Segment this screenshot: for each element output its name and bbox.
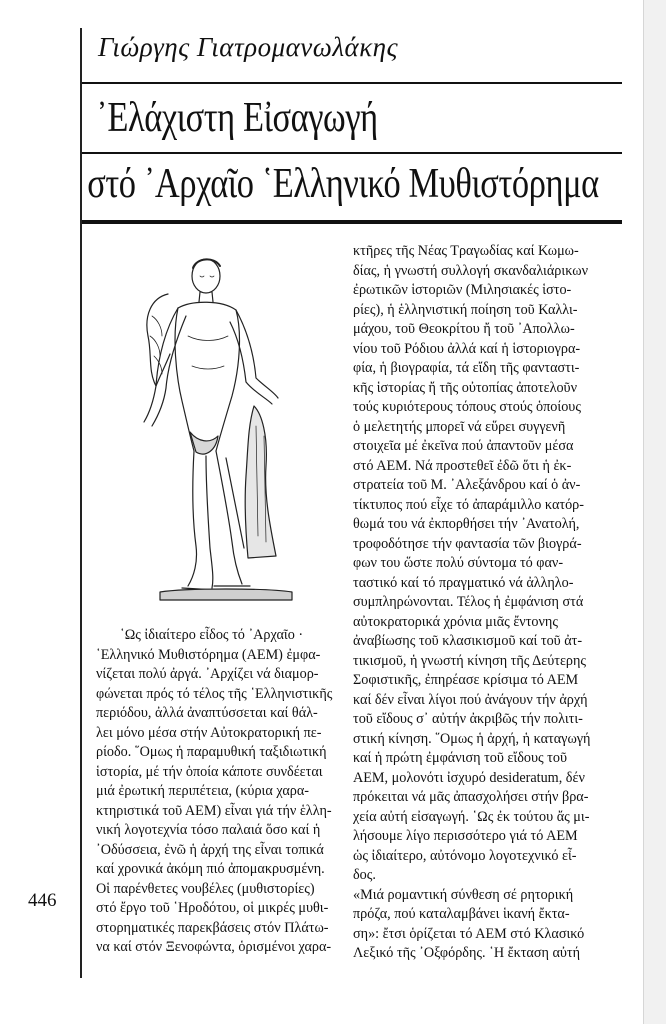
text-line: ἐρωτικῶν ἱστοριῶν (Μιλησιακές ἱστο- — [353, 282, 572, 298]
text-line: λήσουμε λίγο περισσότερο γιά τό ΑΕΜ — [353, 828, 578, 844]
text-line: στική κίνηση. ῞Ομως ἡ ἀρχή, ἡ καταγωγή — [353, 730, 591, 747]
text-line: αὐτοκρατορικά χρόνια μιᾶς ἔντονης — [353, 613, 558, 630]
text-line: Σοφιστικῆς, ἐπηρέασε κρίσιμα τό ΑΕΜ — [353, 672, 579, 688]
text-line: στό ΑΕΜ. Νά προστεθεῖ ἐδῶ ὅτι ἡ ἐκ- — [353, 457, 572, 474]
right-text-column — [353, 242, 625, 964]
text-line: στό ἔργο τοῦ ῾Ηροδότου, οἱ μικρές μυθι- — [96, 900, 329, 916]
text-line: ῾Ελληνικό Μυθιστόρημα (ΑΕΜ) ἐμφα- — [96, 646, 321, 663]
text-line: στρατεία τοῦ Μ. ᾿Αλεξάνδρου καί ὁ ἀν- — [353, 477, 581, 493]
page-number: 446 — [28, 890, 57, 911]
text-line: νίζεται πολύ ἀργά. ᾿Αρχίζει νά διαμορ- — [96, 666, 319, 682]
title-line-2: στό ᾿Αρχαῖο ῾Ελληνικό Μυθιστόρημα — [87, 161, 599, 207]
text-line: λει μόνο μέσα στήν Αὐτοκρατορική πε- — [96, 724, 322, 741]
text-line: νική λογοτεχνία τόσο παλαιά ὅσο καί ἡ — [96, 822, 321, 838]
text-line: νίου τοῦ Ρόδιου ἀλλά καί ἡ ἱστοριογρα- — [353, 340, 581, 357]
text-line: «Μιά ρομαντική σύνθεση σέ ρητορική — [353, 886, 574, 903]
text-line: ΑΕΜ, μολονότι ἰσχυρό desideratum, δέν — [353, 769, 585, 786]
text-line: στορηματικές παρεκβάσεις στόν Πλάτω- — [96, 919, 329, 936]
text-line: ὁ μελετητής μπορεῖ νά εὕρει συγγενῆ — [353, 418, 566, 435]
text-line: πρόκειται νά μᾶς ἀπασχολήσει στήν βρα- — [353, 789, 589, 805]
text-line: τροφοδότησε τήν φαντασία τῶν βιογρά- — [353, 535, 582, 552]
text-line: ἱστορία, μέ τήν ὁποία κάποτε συνδέεται — [96, 763, 323, 780]
page-edge — [643, 0, 666, 1024]
text-line: πρόζα, πού καταλαμβάνει ἱκανή ἔκτα- — [353, 906, 570, 922]
text-line: κτηριστικά τοῦ ΑΕΜ) εἶναι γιά τήν ἑλλη- — [96, 802, 332, 819]
text-line: δος. — [353, 867, 376, 883]
text-line: δίας, ἡ γνωστή συλλογή σκανδαλιάρικων — [353, 262, 588, 279]
text-line: ρίοδο. ῞Ομως ἡ παραμυθική ταξιδιωτική — [96, 744, 327, 760]
author-name: Γιώργης Γιατρομανωλάκης — [98, 32, 399, 62]
text-line: να καί στόν Ξενοφώντα, ὁρισμένοι χαρα- — [96, 939, 332, 955]
text-line: ὡς ἰδιαίτερο, αὐτόνομο λογοτεχνικό εἶ- — [353, 847, 577, 864]
text-line: περιόδου, ἀλλά ἀναπτύσσεται καί θάλ- — [96, 705, 318, 721]
header-rule-2 — [82, 152, 622, 154]
text-line: Λεξικό τῆς ᾿Οξφόρδης. ῾Η ἔκταση αὐτή — [353, 945, 581, 961]
header-rule-3 — [82, 220, 622, 224]
header-rule-1 — [82, 82, 622, 84]
text-line: τίκτυπος πού εἶχε τό ἀπαράμιλλο κατόρ- — [353, 496, 584, 513]
text-line: καί χρονικά ἀκόμη πιό ἀπομακρυσμένη. — [96, 861, 325, 877]
text-line: μάχου, τοῦ Θεοκρίτου ἤ τοῦ ᾿Απολλω- — [353, 321, 575, 337]
statue-illustration — [96, 236, 346, 606]
text-line: ῾Ως ἰδιαίτερο εἶδος τό ᾿Αρχαῖο · — [120, 627, 304, 643]
text-line: θωμά του νά ἐκπορθήσει τήν ᾿Ανατολή, — [353, 516, 580, 532]
text-line: τούς κυριότερους τόπους στούς ὁποίους — [353, 399, 581, 415]
text-line: ταστικό καί τό πραγματικό νά ἀλληλο- — [353, 574, 574, 591]
text-line: χεία αὐτή εἰσαγωγή. ῾Ως ἐκ τούτου ἄς μι- — [353, 808, 590, 825]
text-line: φία, ἡ βιογραφία, τά εἴδη τῆς φανταστι- — [353, 360, 580, 376]
text-line: τοῦ εἴδους σ᾿ αὐτήν ἀκριβῶς τήν πολιτι- — [353, 711, 583, 727]
winged-figure-drawing — [96, 236, 346, 606]
left-text-column — [96, 626, 346, 958]
text-line: καί δέν εἶναι λίγοι πού ἀνάγουν τήν ἀρχή — [353, 691, 588, 708]
text-line: καί ἡ πρώτη ἐμφάνιση τοῦ εἴδους τοῦ — [353, 750, 567, 766]
text-line: ση»: ἔτσι ὁρίζεται τό ΑΕΜ στό Κλασικό — [353, 925, 585, 942]
text-line: μιά ἐρωτική περιπέτεια, (κύρια χαρα- — [96, 783, 309, 799]
text-line: φων του ὥστε πολύ σύντομα τό φαν- — [353, 555, 564, 571]
text-line: ἀναβίωσης τοῦ κλασικισμοῦ καί τοῦ ἀτ- — [353, 633, 583, 649]
title-line-1: ᾿Ελάχιστη Εἰσαγωγή — [96, 95, 378, 141]
text-line: τικισμοῦ, ἡ γνωστή κίνηση τῆς Δεύτερης — [353, 652, 587, 669]
text-line: συμπληρώνονται. Τέλος ἡ ἐμφάνιση στά — [353, 594, 584, 610]
text-line: ρίες), ἡ ἑλληνιστική ποίηση τοῦ Καλλι- — [353, 301, 578, 318]
text-line: ᾿Οδύσσεια, ἐνῶ ἡ ἀρχή της εἶναι τοπικά — [96, 841, 324, 858]
text-line: κῆς ἱστορίας ἤ τῆς οὐτοπίας ἀποτελοῦν — [353, 379, 577, 396]
text-line: στοιχεῖα μέ ἐκεῖνα πού ἀπαντοῦν μέσα — [353, 438, 574, 454]
text-line: φώνεται πρός τό τέλος τῆς ῾Ελληνιστικῆς — [96, 685, 333, 702]
text-line: κτῆρες τῆς Νέας Τραγωδίας καί Κωμω- — [353, 243, 579, 259]
text-line: Οἱ παρένθετες νουβέλες (μυθιστορίες) — [96, 880, 315, 897]
